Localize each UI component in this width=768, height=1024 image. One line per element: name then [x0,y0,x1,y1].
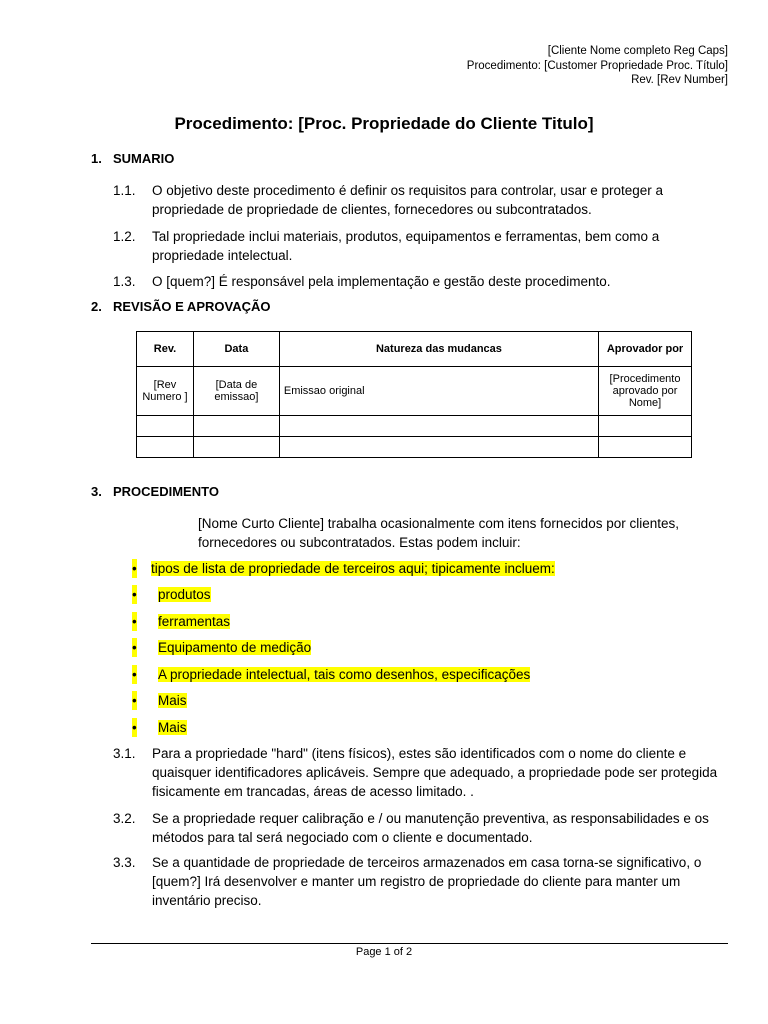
bullet-text: ferramentas [158,614,231,629]
list-item [113,809,728,847]
section-title: REVISÃO E APROVAÇÃO [113,299,271,314]
page-header [467,44,728,88]
table-cell-data: [Data de emissao] [193,367,279,416]
table-row-empty [137,416,692,437]
document-title: Procedimento: [Proc. Propriedade do Cliente Titulo] [174,114,594,133]
bullet-marker: • [132,587,137,602]
list-item [113,181,728,219]
table-row [137,367,692,416]
bullet-marker: • [132,693,137,708]
table-cell-natureza: Emissao original [279,367,598,416]
bullet-text: Equipamento de medição [158,640,312,655]
bullet-text: A propriedade intelectual, tais como desenhos, especificações [158,667,531,682]
section-number: 1. [91,151,102,166]
item-number: 3.3. [113,855,136,870]
header-revision: Rev. [Rev Number] [631,74,728,86]
bullet-text: Mais [158,693,187,708]
header-procedure: Procedimento: [Customer Propriedade Proc. Título] [466,59,728,72]
item-text: Se a quantidade de propriedade de terceiros armazenados em casa torna-se significativo, o [quem?] Irá desenvolver e manter um registro de propriedade do cliente para manter um inventário preciso. [152,855,702,908]
table-header-row [137,332,692,367]
section-heading-revisao [91,299,270,314]
list-item [113,744,728,801]
item-number: 1.3. [113,274,136,289]
section-number: 2. [91,299,102,314]
item-text: O objetivo deste procedimento é definir os requisitos para controlar, usar e proteger a propriedade de propriedade de clientes, fornecedores ou subcontratados. [152,183,664,217]
bullet-marker: • [132,667,137,682]
bullet-marker: • [132,614,137,629]
bullet-marker: • [132,640,137,655]
column-header-data: Data [193,332,279,367]
table-cell-rev: [Rev Numero ] [137,367,194,416]
section-title: SUMARIO [113,151,175,166]
bullet-text: tipos de lista de propriedade de terceiros aqui; tipicamente incluem: [151,561,555,576]
bullet-item [132,585,211,604]
bullet-item [132,691,187,710]
bullet-marker: • [132,561,137,576]
bullet-text: produtos [158,587,211,602]
section-heading-sumario [91,151,174,166]
item-text: Tal propriedade inclui materiais, produtos, equipamentos e ferramentas, bem como a propriedade intelectual. [152,229,660,263]
column-header-rev: Rev. [137,332,194,367]
list-item [113,227,728,265]
bullet-marker: • [132,720,137,735]
list-item [113,272,728,291]
table-row-empty [137,437,692,458]
table-cell-aprovador: [Procedimento aprovado por Nome] [599,367,692,416]
footer-divider [91,943,728,944]
section-number: 3. [91,484,102,499]
item-text: Para a propriedade "hard" (itens físicos), estes são identificados com o nome do cliente e quaisquer identificadores aplicáveis. Sempre que adequado, a propriedade pode ser protegida fisicamente em trancadas, áreas de acesso limitado. . [152,746,718,799]
bullet-item [132,612,230,631]
section-title: PROCEDIMENTO [113,484,219,499]
bullet-item [132,665,530,684]
column-header-natureza: Natureza das mudancas [279,332,598,367]
section-heading-procedimento [91,484,219,499]
page-number: Page 1 of 2 [355,946,413,958]
item-number: 1.2. [113,229,136,244]
column-header-aprovador: Aprovador por [599,332,692,367]
item-text: O [quem?] É responsável pela implementação e gestão deste procedimento. [152,274,611,289]
item-number: 1.1. [113,183,136,198]
bullet-text: Mais [158,720,187,735]
bullet-item [132,718,187,737]
bullet-item [132,638,311,657]
item-number: 3.1. [113,746,136,761]
item-number: 3.2. [113,811,136,826]
header-client-name: [Cliente Nome completo Reg Caps] [547,45,728,57]
list-item [113,853,728,910]
bullet-item [132,559,555,578]
item-text: Se a propriedade requer calibração e / ou manutenção preventiva, as responsabilidades e os métodos para tal será negociado com o cliente e documentado. [152,811,709,845]
revision-table [136,331,692,458]
section-intro-text: [Nome Curto Cliente] trabalha ocasionalmente com itens fornecidos por clientes, fornecedores ou subcontratados. Estas podem incluir: [198,516,679,550]
